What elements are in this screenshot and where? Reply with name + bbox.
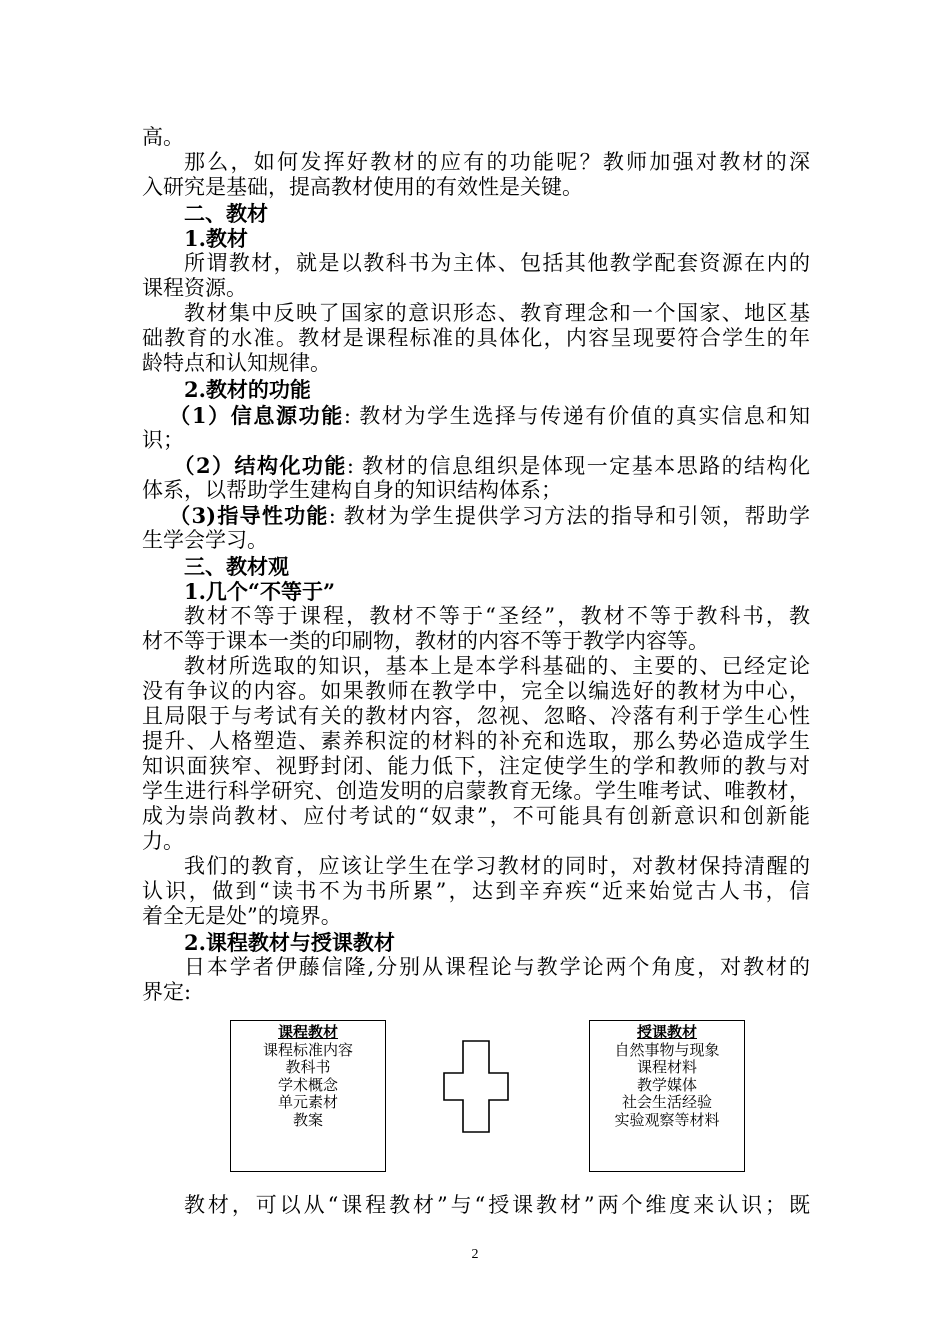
teaching-materials-item: 实验观察等材料 (614, 1110, 720, 1129)
section-heading: 2.教材的功能 (184, 377, 311, 402)
text-line: 入研究是基础，提高教材使用的有效性是关键。 (142, 175, 583, 199)
text-line: 体系，以帮助学生建构自身的知识结构体系； (142, 478, 562, 502)
teaching-materials-box (589, 1020, 745, 1172)
course-materials-item: 课程标准内容 (262, 1040, 353, 1059)
function-description: : 教材的信息组织是体现一定基本思路的结构化 (346, 454, 810, 478)
text-line: 教材所选取的知识，基本上是本学科基础的、主要的、已经定论 (184, 654, 810, 678)
text-line: 材不等于课本一类的印刷物，教材的内容不等于教学内容等。 (142, 629, 709, 653)
text-line: 高。 (142, 125, 184, 149)
function-label: （3)指导性功能 (169, 503, 329, 528)
text-line: 认识，做到“读书不为书所累”，达到辛弃疾“近来始觉古人书，信 (142, 879, 810, 903)
text-line: 生学会学习。 (142, 528, 268, 552)
function-description: : 教材为学生提供学习方法的指导和引领，帮助学 (328, 504, 810, 528)
text-line (142, 403, 810, 429)
course-materials-item: 单元素材 (277, 1093, 338, 1111)
course-materials-item: 学术概念 (277, 1075, 338, 1094)
text-line: 我们的教育，应该让学生在学习教材的同时，对教材保持清醒的 (184, 854, 810, 878)
text-line: 教材不等于课程，教材不等于“圣经”，教材不等于教科书，教 (184, 604, 810, 628)
cross-symbol (443, 1040, 509, 1133)
function-description: : 教材为学生选择与传递有价值的真实信息和知 (343, 404, 810, 428)
teaching-materials-item: 自然事物与现象 (614, 1040, 720, 1059)
closing-line: 教材，可以从“课程教材”与“授课教材”两个维度来认识；既 (184, 1193, 810, 1217)
teaching-materials-title: 授课教材 (636, 1023, 697, 1041)
teaching-materials-item: 社会生活经验 (621, 1093, 712, 1111)
text-line: 提升、人格塑造、素养积淀的材料的补充和选取，那么势必造成学生 (142, 729, 810, 753)
text-line: 课程资源。 (142, 276, 247, 300)
text-line: 所谓教材，就是以教科书为主体、包括其他教学配套资源在内的 (184, 251, 810, 275)
section-heading: 2.课程教材与授课教材 (184, 930, 395, 955)
course-materials-title: 课程教材 (277, 1023, 338, 1041)
text-line: 教材集中反映了国家的意识形态、教育理念和一个国家、地区基 (184, 301, 810, 325)
text-line: 龄特点和认知规律。 (142, 351, 331, 375)
teaching-materials-item: 教学媒体 (636, 1075, 697, 1094)
text-line: 力。 (142, 829, 184, 853)
text-line: 那么，如何发挥好教材的应有的功能呢？教师加强对教材的深 (184, 150, 810, 174)
teaching-materials-item: 课程材料 (636, 1058, 697, 1076)
text-line: 且局限于与考试有关的教材内容，忽视、忽略、冷落有利于学生心性 (142, 704, 810, 728)
text-line: 识； (142, 428, 184, 452)
course-materials-box (230, 1020, 386, 1172)
section-heading: 1.几个“不等于” (184, 579, 336, 604)
text-line: 成为崇尚教材、应付考试的“奴隶”，不可能具有创新意识和创新能 (142, 804, 810, 828)
course-materials-item: 教案 (292, 1110, 323, 1129)
text-line: 界定: (142, 980, 192, 1004)
function-label: （1）信息源功能 (169, 403, 344, 428)
text-line (142, 503, 810, 529)
text-line: 知识面狭窄、视野封闭、能力低下，注定使学生的学和教师的教与对 (142, 754, 810, 778)
course-materials-item: 教科书 (285, 1058, 331, 1076)
text-line: 着全无是处”的境界。 (142, 904, 342, 928)
text-line (142, 453, 810, 479)
section-heading: 二、教材 (184, 201, 268, 226)
text-line: 学生进行科学研究、创造发明的启蒙教育无缘。学生唯考试、唯教材， (142, 779, 810, 803)
text-line: 日本学者伊藤信隆,分别从课程论与教学论两个角度，对教材的 (184, 955, 810, 979)
function-label: （2）结构化功能 (173, 453, 347, 478)
page-number: 2 (471, 1247, 479, 1262)
section-heading: 1.教材 (184, 226, 248, 251)
section-heading: 三、教材观 (184, 554, 289, 579)
text-line: 础教育的水准。教材是课程标准的具体化，内容呈现要符合学生的年 (142, 326, 810, 350)
text-line: 没有争议的内容。如果教师在教学中，完全以编选好的教材为中心， (142, 679, 810, 703)
